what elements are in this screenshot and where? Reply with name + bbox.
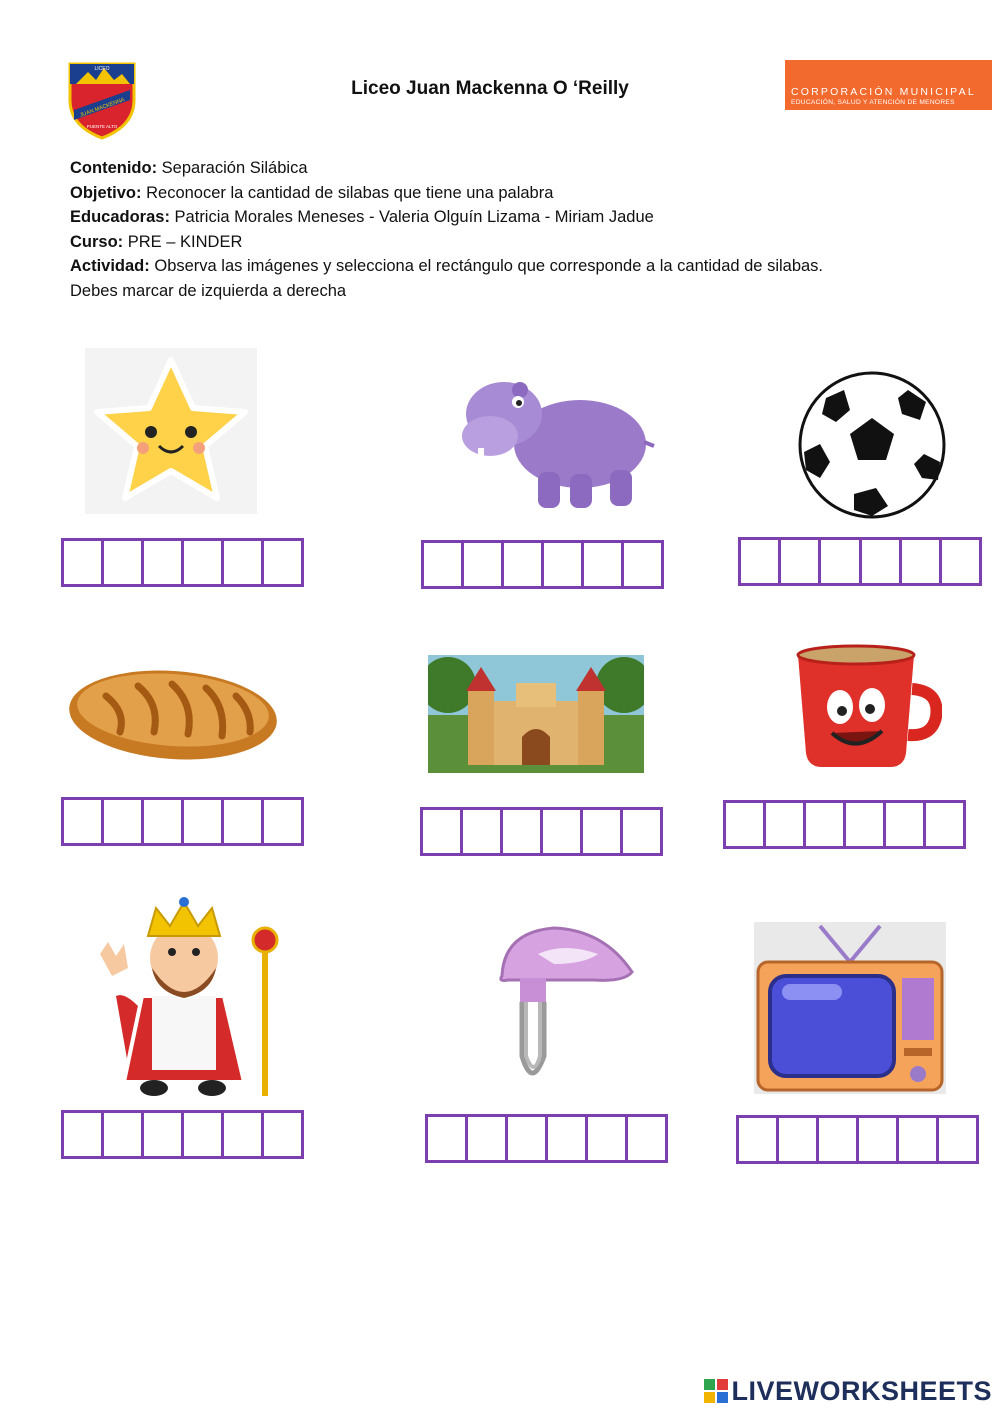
info-objetivo: Objetivo: Reconocer la cantidad de silabas que tiene una palabra (70, 183, 554, 202)
syllable-box[interactable] (144, 800, 184, 843)
hippo-icon (460, 362, 656, 518)
syllable-box[interactable] (264, 541, 301, 584)
corp-logo-line1: CORPORACIÓN MUNICIPAL (791, 86, 976, 98)
syllable-box[interactable] (463, 810, 503, 853)
syllable-box[interactable] (583, 810, 623, 853)
cup-icon (790, 643, 942, 771)
syllable-box[interactable] (224, 1113, 264, 1156)
syllable-box[interactable] (846, 803, 886, 846)
syllable-box[interactable] (624, 543, 661, 586)
syllable-box[interactable] (726, 803, 766, 846)
syllable-box[interactable] (64, 1113, 104, 1156)
syllable-box[interactable] (184, 800, 224, 843)
crest-text-bottom: PUENTE ALTO (86, 124, 118, 129)
syllable-box[interactable] (588, 1117, 628, 1160)
syllable-box[interactable] (584, 543, 624, 586)
syllable-box[interactable] (899, 1118, 939, 1161)
syllable-box[interactable] (184, 541, 224, 584)
syllable-box[interactable] (628, 1117, 665, 1160)
syllable-box[interactable] (423, 810, 463, 853)
syllable-box[interactable] (144, 1113, 184, 1156)
syllable-box[interactable] (264, 800, 301, 843)
syllable-box[interactable] (859, 1118, 899, 1161)
syllable-box[interactable] (739, 1118, 779, 1161)
castle-icon (428, 655, 644, 773)
syllable-box[interactable] (104, 800, 144, 843)
syllable-box[interactable] (424, 543, 464, 586)
syllable-boxes-ball (738, 537, 982, 586)
syllable-box[interactable] (862, 540, 902, 583)
syllable-box[interactable] (939, 1118, 976, 1161)
king-icon (94, 896, 282, 1102)
liveworksheets-logo-icon (704, 1379, 728, 1403)
corp-logo-line2: EDUCACIÓN, SALUD Y ATENCIÓN DE MENORES (791, 99, 955, 106)
liveworksheets-text: LIVEWORKSHEETS (731, 1376, 992, 1406)
syllable-box[interactable] (926, 803, 963, 846)
syllable-box[interactable] (504, 543, 544, 586)
activity-info (70, 156, 950, 304)
corporacion-municipal-logo (785, 60, 992, 110)
syllable-box[interactable] (64, 541, 104, 584)
info-actividad-line2: Debes marcar de izquierda a derecha (70, 281, 347, 300)
star-icon (85, 348, 257, 514)
syllable-box[interactable] (144, 541, 184, 584)
syllable-box[interactable] (821, 540, 861, 583)
liveworksheets-brand (704, 1376, 992, 1407)
syllable-box[interactable] (64, 800, 104, 843)
syllable-box[interactable] (428, 1117, 468, 1160)
syllable-box[interactable] (806, 803, 846, 846)
info-curso: Curso: PRE – KINDER (70, 232, 243, 251)
tv-icon (754, 922, 946, 1094)
soccer-ball-icon (796, 370, 948, 520)
syllable-box[interactable] (819, 1118, 859, 1161)
syllable-box[interactable] (503, 810, 543, 853)
syllable-box[interactable] (623, 810, 660, 853)
syllable-box[interactable] (548, 1117, 588, 1160)
syllable-box[interactable] (104, 1113, 144, 1156)
syllable-boxes-tv (736, 1115, 979, 1164)
syllable-box[interactable] (886, 803, 926, 846)
syllable-box[interactable] (741, 540, 781, 583)
crest-text-top: LICEO (94, 66, 110, 72)
syllable-box[interactable] (468, 1117, 508, 1160)
syllable-box[interactable] (464, 543, 504, 586)
info-educadoras: Educadoras: Patricia Morales Meneses - Valeria Olguín Lizama - Miriam Jadue (70, 208, 654, 227)
syllable-box[interactable] (184, 1113, 224, 1156)
school-crest-logo (66, 60, 138, 140)
syllable-box[interactable] (781, 540, 821, 583)
syllable-box[interactable] (104, 541, 144, 584)
info-contenido: Contenido: Separación Silábica (70, 159, 308, 177)
syllable-boxes-cup (723, 800, 966, 849)
syllable-boxes-hippo (421, 540, 664, 589)
syllable-box[interactable] (264, 1113, 301, 1156)
syllable-box[interactable] (544, 543, 584, 586)
syllable-box[interactable] (508, 1117, 548, 1160)
syllable-boxes-castle (420, 807, 663, 856)
page-title: Liceo Juan Mackenna O ‘Reilly (351, 78, 629, 99)
syllable-boxes-king (61, 1110, 304, 1159)
syllable-box[interactable] (543, 810, 583, 853)
syllable-boxes-bread (61, 797, 304, 846)
syllable-box[interactable] (902, 540, 942, 583)
bread-icon (66, 662, 280, 768)
syllable-boxes-star (61, 538, 304, 587)
info-actividad: Actividad: Observa las imágenes y selecciona el rectángulo que corresponde a la cantidad de silabas. (70, 257, 824, 276)
syllable-box[interactable] (766, 803, 806, 846)
syllable-box[interactable] (224, 541, 264, 584)
crest-text-middle: JUAN MACKENNA (79, 97, 126, 119)
syllable-box[interactable] (942, 540, 979, 583)
syllable-boxes-mixer (425, 1114, 668, 1163)
syllable-box[interactable] (224, 800, 264, 843)
syllable-box[interactable] (779, 1118, 819, 1161)
mixer-icon (494, 920, 636, 1092)
